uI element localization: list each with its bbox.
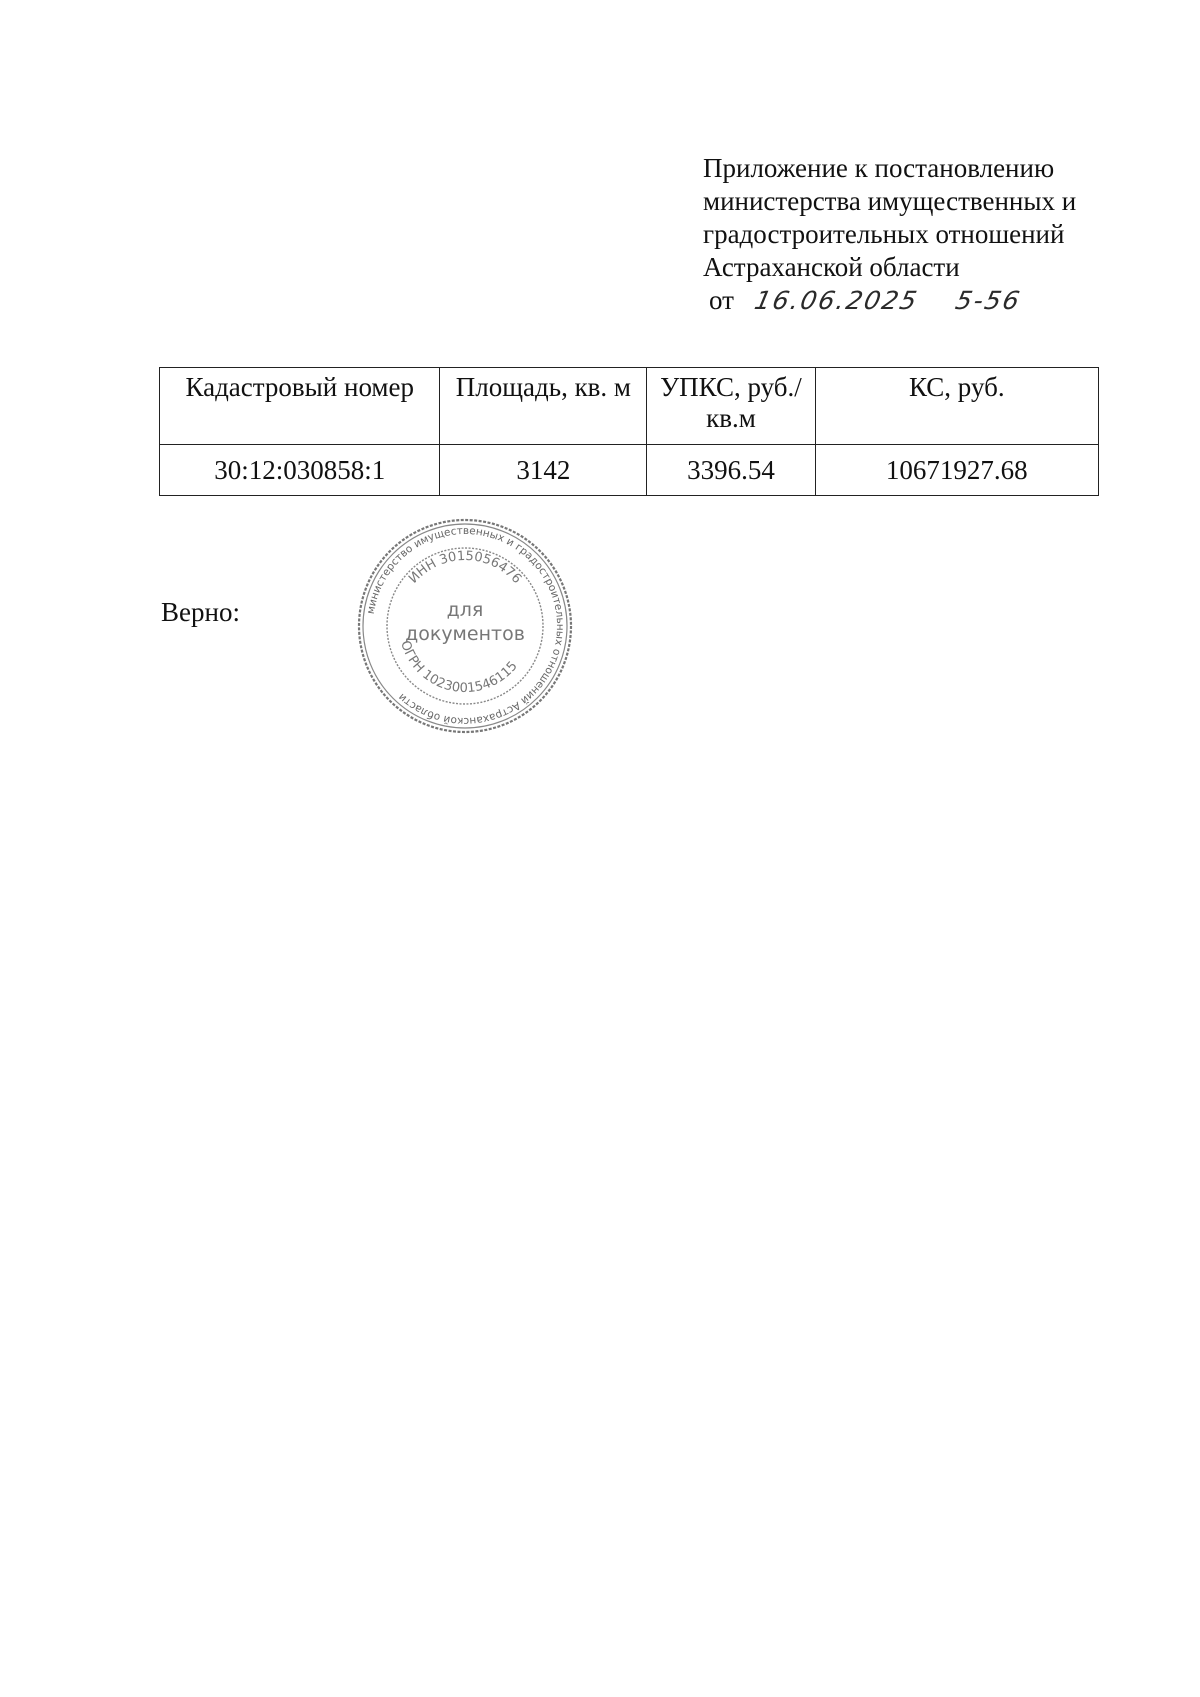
cell-cadastral-number: 30:12:030858:1: [160, 445, 440, 496]
column-header-upks-text: УПКС, руб./кв.м: [660, 372, 802, 433]
date-prefix: от: [709, 285, 734, 315]
cell-area: 3142: [440, 445, 647, 496]
header-date-line: [709, 284, 1123, 317]
handwritten-date-number: [751, 284, 1024, 317]
verno-label: Верно:: [161, 597, 240, 627]
seal-ogrn-text: ОГРН 1023001546115: [397, 638, 521, 697]
header-line-1: Приложение к постановлению: [703, 153, 1055, 183]
cell-upks: 3396.54: [647, 445, 815, 496]
column-header-ks: КС, руб.: [815, 368, 1098, 445]
column-header-upks: [647, 368, 815, 445]
table-row: [160, 445, 1099, 496]
column-header-cadastral-number: Кадастровый номер: [160, 368, 440, 445]
cadastral-value-table: [159, 367, 1099, 496]
official-seal: [355, 516, 575, 736]
column-header-area: Площадь, кв. м: [440, 368, 647, 445]
seal-graphic: [355, 516, 575, 736]
handwritten-number: 5-56: [952, 286, 1024, 315]
seal-outer-text: министерство имущественных и градостроительных отношений Астраханской области: [364, 524, 567, 728]
seal-center-line-2: документов: [405, 623, 525, 645]
seal-inn-text: ИНН 3015056476: [406, 548, 525, 587]
handwritten-date: 16.06.2025: [751, 286, 921, 315]
cell-ks: 10671927.68: [815, 445, 1098, 496]
seal-center-line-1: для: [446, 599, 484, 621]
header-line-2: министерства имущественных и: [703, 186, 1077, 216]
appendix-header: [703, 152, 1123, 317]
table-header-row: [160, 368, 1099, 445]
header-line-3: градостроительных отношений: [703, 219, 1065, 249]
header-line-4: Астраханской области: [703, 252, 960, 282]
